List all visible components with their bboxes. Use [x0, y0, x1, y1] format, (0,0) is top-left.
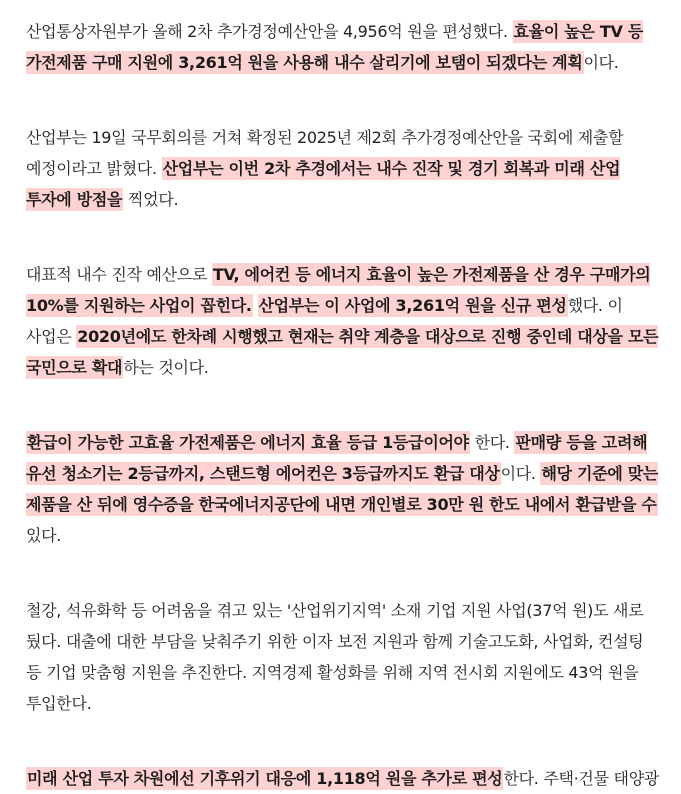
text-segment: 대표적 내수 진작 예산으로 — [26, 265, 212, 284]
article-paragraph — [26, 595, 659, 719]
text-segment: 이다. — [583, 53, 619, 72]
highlighted-text: 효율이 높은 TV 등 가전제품 구매 지원에 3,261억 원을 사용해 내수 살리기에 보탬이 되겠다는 계획 — [26, 22, 643, 72]
highlighted-text: 산업부는 이번 2차 추경에서는 내수 진작 및 경기 회복과 미래 산업 투자에 방점을 — [26, 159, 621, 209]
text-segment: 했다. 이 사업은 — [26, 296, 623, 346]
text-segment: 하는 것이다. — [123, 358, 209, 377]
article-paragraph — [26, 427, 659, 551]
article-paragraph — [26, 16, 659, 78]
text-segment — [253, 296, 258, 315]
highlighted-text: 산업부는 이 사업에 3,261억 원을 신규 편성 — [258, 296, 567, 315]
text-segment: 한다. 주택·건물 태양광 — [503, 769, 660, 788]
text-segment: 이다. — [500, 464, 541, 483]
text-segment: 있다. — [26, 526, 62, 545]
text-segment: 산업통상자원부가 올해 2차 추가경정예산안을 4,956억 원을 편성했다. — [26, 22, 513, 41]
article-paragraph — [26, 122, 659, 215]
highlighted-text: 2020년에도 한차례 시행했고 현재는 취약 계층을 대상으로 진행 중인데 대상을 모든 국민으로 확대 — [26, 327, 659, 377]
text-segment: 한다. — [469, 433, 515, 452]
highlighted-text: 미래 산업 투자 차원에선 기후위기 대응에 1,118억 원을 추가로 편성 — [27, 769, 503, 788]
article-paragraph — [26, 259, 659, 383]
highlighted-text: 해당 기준에 맞는 제품을 산 뒤에 영수증을 한국에너지공단에 내면 개인별로 30만 원 한도 내에서 환급받을 수 — [26, 464, 659, 514]
text-segment: 찍었다. — [123, 190, 179, 209]
highlighted-text: TV, 에어컨 등 에너지 효율이 높은 가전제품을 산 경우 구매가의 10%를 지원하는 사업이 꼽힌다. — [26, 265, 651, 315]
highlighted-text: 환급이 가능한 고효율 가전제품은 에너지 효율 등급 1등급이어야 — [27, 433, 469, 452]
article-paragraph — [26, 763, 659, 794]
highlighted-text: 판매량 등을 고려해 유선 청소기는 2등급까지, 스탠드형 에어컨은 3등급까지도 환급 대상 — [26, 433, 648, 483]
text-segment: 산업부는 19일 국무회의를 거쳐 확정된 2025년 제2회 추가경정예산안을 국회에 제출할 예정이라고 밝혔다. — [26, 128, 624, 178]
text-segment: 철강, 석유화학 등 어려움을 겪고 있는 '산업위기지역' 소재 기업 지원 사업(37억 원)도 새로 뒀다. 대출에 대한 부담을 낮춰주기 위한 이자 보전 지원과 함께 기술고도화, 사업화, 컨설팅 등 기업 맞춤형 지원을 추진한다. 지역경제 활성화를 위해 지역 전시회 지원에도 43억 원을 투입한다. — [26, 601, 644, 713]
